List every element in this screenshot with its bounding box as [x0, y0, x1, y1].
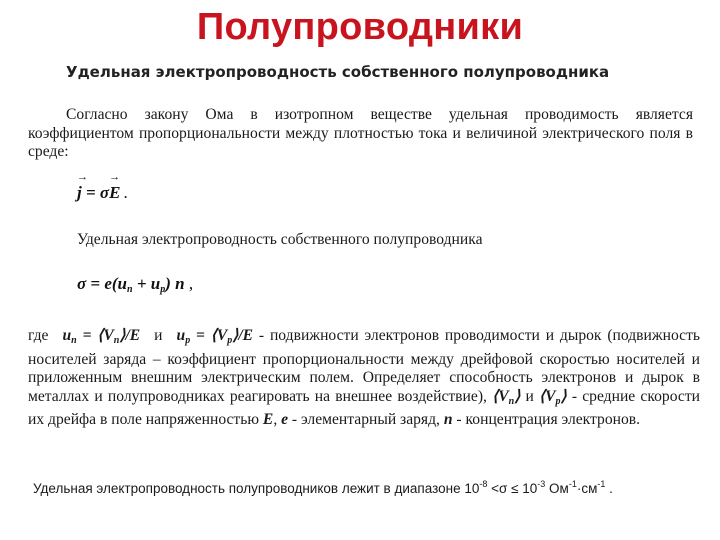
vn-sub-1: n — [113, 335, 120, 346]
un-end: ⟩/E — [119, 327, 141, 344]
conductivity-range-line — [33, 479, 613, 496]
concentration-symbol: n — [443, 411, 453, 429]
up-sub: p — [185, 335, 191, 346]
range-unit: Ом — [545, 481, 569, 496]
charge-symbol: e — [281, 411, 289, 429]
hole-drift-velocity — [539, 388, 567, 405]
un-eq: = ⟨V — [76, 327, 114, 344]
electron-drift-velocity — [492, 388, 520, 405]
ohm-law-paragraph: Согласно закону Ома в изотропном веществе удельная проводимость является коэффициентом пропорциональности между плотностью тока и величиной электрического поля в среде: — [28, 106, 693, 161]
field-symbol: E — [262, 411, 274, 429]
current-density-vector: → j — [77, 183, 82, 203]
electron-mobility-formula — [62, 327, 140, 344]
range-exp1: -8 — [479, 479, 488, 489]
range-text: Удельная электропроводность полупроводников лежит в диапазоне 10 — [33, 481, 480, 496]
sigma-intro-line: Удельная электропроводность собственного полупроводника — [77, 231, 483, 248]
formula2-sub-n: n — [127, 284, 133, 295]
section-subtitle: Удельная электропроводность собственного полупроводника — [66, 63, 610, 81]
vp-open: ⟨V — [539, 387, 556, 405]
mobility-paragraph — [28, 327, 700, 430]
vp-close: ⟩ — [560, 387, 567, 405]
un-sub: n — [71, 335, 77, 346]
formula1-trail: . — [123, 183, 128, 202]
and-word-1: и — [154, 327, 163, 344]
vn-open: ⟨V — [492, 387, 509, 405]
vp-sub-2: p — [555, 395, 561, 407]
formula2-trail: , — [184, 274, 194, 293]
range-exp3: -1 — [568, 479, 577, 489]
formula2-tail: ) n — [165, 274, 185, 293]
range-exp4: -1 — [597, 479, 606, 489]
page-title: Полупроводники — [196, 6, 524, 48]
charge-text: - элементарный заряд, — [288, 411, 444, 429]
formula1-eq: = σ — [81, 183, 110, 202]
vn-sub-2: n — [508, 395, 515, 407]
where-word: где — [28, 327, 49, 344]
formula2-part1: σ = e(u — [77, 274, 128, 293]
separator: , — [273, 411, 282, 429]
and-word-2: и — [520, 387, 540, 405]
un-symbol: u — [62, 327, 72, 344]
mobility-text: - подвижности электронов проводимости и дырок (подвижность носителей заряда – коэффициент пропорциональности между дрейфовой скоростью носителей и приложенным внешним электрическим полем. Определяет способность электронов и дырок в металлах и полупроводниках реагировать на внешнее воздействие), — [28, 327, 700, 405]
formula2-plus: + u — [132, 274, 161, 293]
range-unit2: ·см — [576, 481, 598, 496]
formula2-sub-p: p — [160, 284, 166, 295]
up-symbol: u — [176, 327, 186, 344]
vp-sub-1: p — [227, 335, 233, 346]
vn-close: ⟩ — [514, 387, 521, 405]
range-exp2: -3 — [537, 479, 546, 489]
conductivity-formula — [77, 274, 193, 295]
concentration-text: - концентрация электронов. — [452, 411, 641, 429]
drift-text: - средние скорости их дрейфа в поле напряженностью — [28, 387, 700, 429]
field-vector: → E — [109, 183, 120, 203]
range-mid: <σ ≤ 10 — [487, 481, 538, 496]
ohm-law-formula — [77, 183, 128, 203]
range-end: . — [605, 481, 613, 496]
up-end: ⟩/E — [232, 327, 254, 344]
up-eq: = ⟨V — [190, 327, 228, 344]
hole-mobility-formula — [177, 327, 254, 344]
